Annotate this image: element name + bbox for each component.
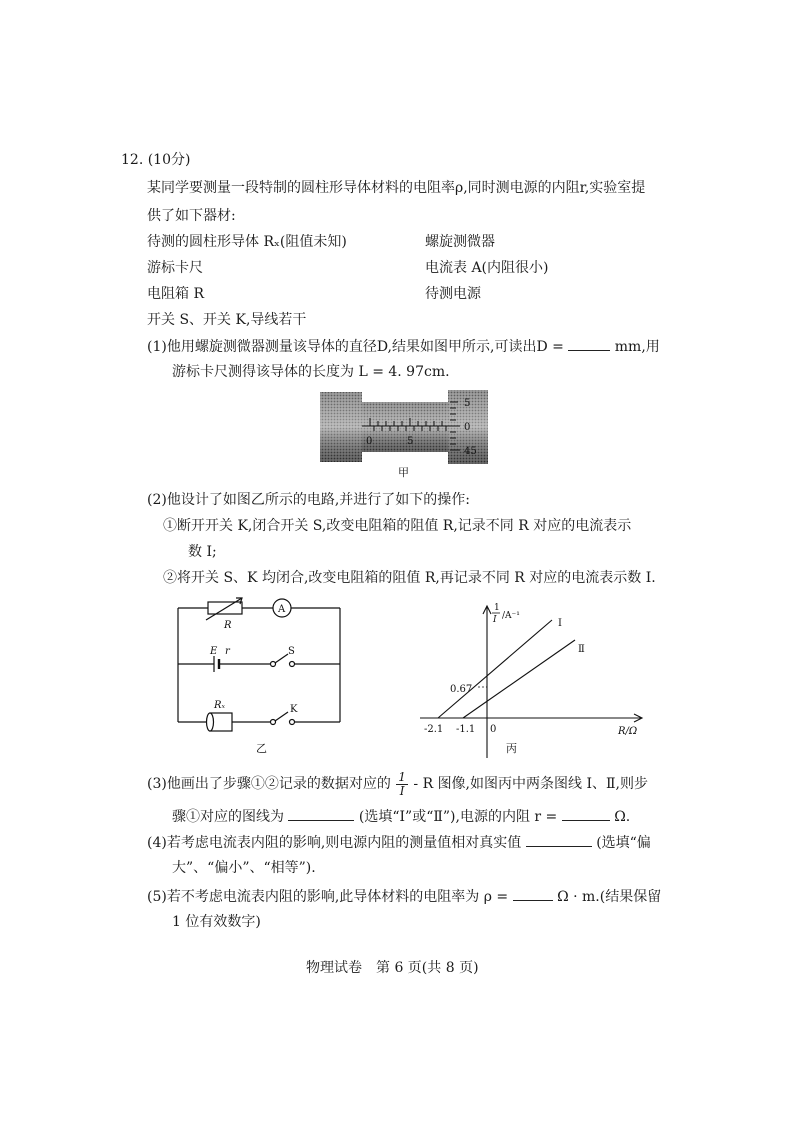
y-label-den: I (493, 615, 497, 625)
answer-blank-r[interactable] (562, 806, 610, 821)
y-unit: /A⁻¹ (502, 611, 520, 621)
resistor-label: R (224, 620, 232, 631)
x-intercept-1: -2.1 (424, 724, 444, 735)
part4-line2: 大”、“偏小”、“相等”). (172, 860, 316, 876)
equipment-resistor-box: 电阻箱 R (147, 286, 204, 302)
thimble-label-5: 5 (464, 398, 471, 409)
sleeve-label-5: 5 (407, 436, 414, 447)
intro-line-1: 某同学要测量一段特制的圆柱形导体材料的电阻率ρ,同时测电源的内阻r,实验室提 (147, 180, 646, 196)
equipment-power-source: 待测电源 (425, 286, 481, 302)
equipment-ammeter: 电流表 A(内阻很小) (425, 260, 549, 276)
intro-line-2: 供了如下器材: (147, 208, 236, 224)
part4-text-a: (4)若考虑电流表内阻的影响,则电源内阻的测量值相对真实值 (147, 835, 522, 851)
part5-text-a: (5)若不考虑电流表内阻的影响,此导体材料的电阻率为 ρ = (147, 889, 509, 905)
answer-blank-compare[interactable] (526, 832, 592, 847)
x-intercept-2: -1.1 (456, 724, 476, 735)
sleeve-label-0: 0 (366, 436, 373, 447)
fraction-1-over-i (396, 771, 408, 798)
y-intercept-label: 0.67 (450, 684, 473, 695)
switch-s-label: S (288, 646, 295, 657)
switch-k (271, 720, 276, 725)
thimble-label-45: 45 (464, 446, 477, 457)
ammeter-label: A (278, 604, 286, 615)
equipment-caliper: 游标卡尺 (147, 260, 203, 276)
answer-blank-line[interactable] (288, 806, 354, 821)
battery-e-label: E (210, 646, 218, 657)
part3-text-a: (3)他画出了步骤①②记录的数据对应的 (147, 776, 391, 792)
part5-line2: 1 位有效数字) (172, 914, 261, 930)
graph-line-i (438, 620, 552, 718)
equipment-conductor: 待测的圆柱形导体 Rₓ(阻值未知) (147, 234, 347, 250)
part3-text-c: 骤①对应的图线为 (172, 809, 284, 825)
label-line-ii: Ⅱ (578, 644, 585, 655)
part1-line1 (147, 336, 660, 357)
answer-blank-rho[interactable] (513, 886, 553, 901)
frac-num: 1 (398, 769, 406, 784)
switch-k-label: K (290, 704, 298, 715)
circuit-diagram (170, 596, 355, 764)
part2-step1b: 数 I; (188, 544, 217, 560)
figure-caption-yi: 乙 (256, 742, 267, 755)
thimble-label-0: 0 (464, 422, 471, 433)
micrometer-figure (318, 388, 490, 478)
switch-s (271, 662, 276, 667)
part3-text-e: Ω. (614, 809, 631, 825)
y-label-num: 1 (494, 603, 500, 613)
origin-label: 0 (490, 724, 497, 735)
label-line-i: I (558, 618, 562, 629)
part3-line2 (172, 806, 630, 827)
part3-line1 (147, 770, 648, 798)
question-number: 12. (10分) (121, 152, 191, 168)
graph-figure (420, 598, 650, 762)
page-footer: 物理试卷 第 6 页(共 8 页) (306, 960, 479, 976)
graph-line-ii (463, 640, 575, 718)
part1-line2: 游标卡尺测得该导体的长度为 L = 4. 97cm. (172, 364, 450, 380)
figure-caption-bing: 丙 (506, 742, 517, 755)
part2-step2: ②将开关 S、K 均闭合,改变电阻箱的阻值 R,再记录不同 R 对应的电流表示数 I. (163, 570, 656, 586)
battery-r-label: r (225, 646, 230, 657)
part1-text-b: mm,用 (614, 339, 660, 355)
conductor-label: Rₓ (214, 700, 226, 711)
equipment-micrometer: 螺旋测微器 (425, 234, 495, 250)
equipment-switches: 开关 S、开关 K,导线若干 (147, 312, 307, 328)
frac-den: I (399, 783, 405, 798)
part2-step1a: ①断开开关 K,闭合开关 S,改变电阻箱的阻值 R,记录不同 R 对应的电流表示 (163, 518, 632, 534)
part1-text-a: (1)他用螺旋测微器测量该导体的直径D,结果如图甲所示,可读出D = (147, 339, 564, 355)
x-label: R/Ω (618, 726, 638, 737)
part3-text-b: - R 图像,如图丙中两条图线 Ⅰ、Ⅱ,则步 (413, 776, 648, 792)
part3-text-d: (选填“Ⅰ”或“Ⅱ”),电源的内阻 r = (358, 809, 558, 825)
part5-text-b: Ω · m.(结果保留 (557, 889, 662, 905)
figure-caption-jia: 甲 (398, 466, 409, 478)
part2-line1: (2)他设计了如图乙所示的电路,并进行了如下的操作: (147, 492, 470, 508)
part4-line1 (147, 832, 651, 853)
answer-blank-d[interactable] (568, 336, 610, 351)
part5-line1 (147, 886, 661, 907)
part4-text-b: (选填“偏 (596, 835, 651, 851)
